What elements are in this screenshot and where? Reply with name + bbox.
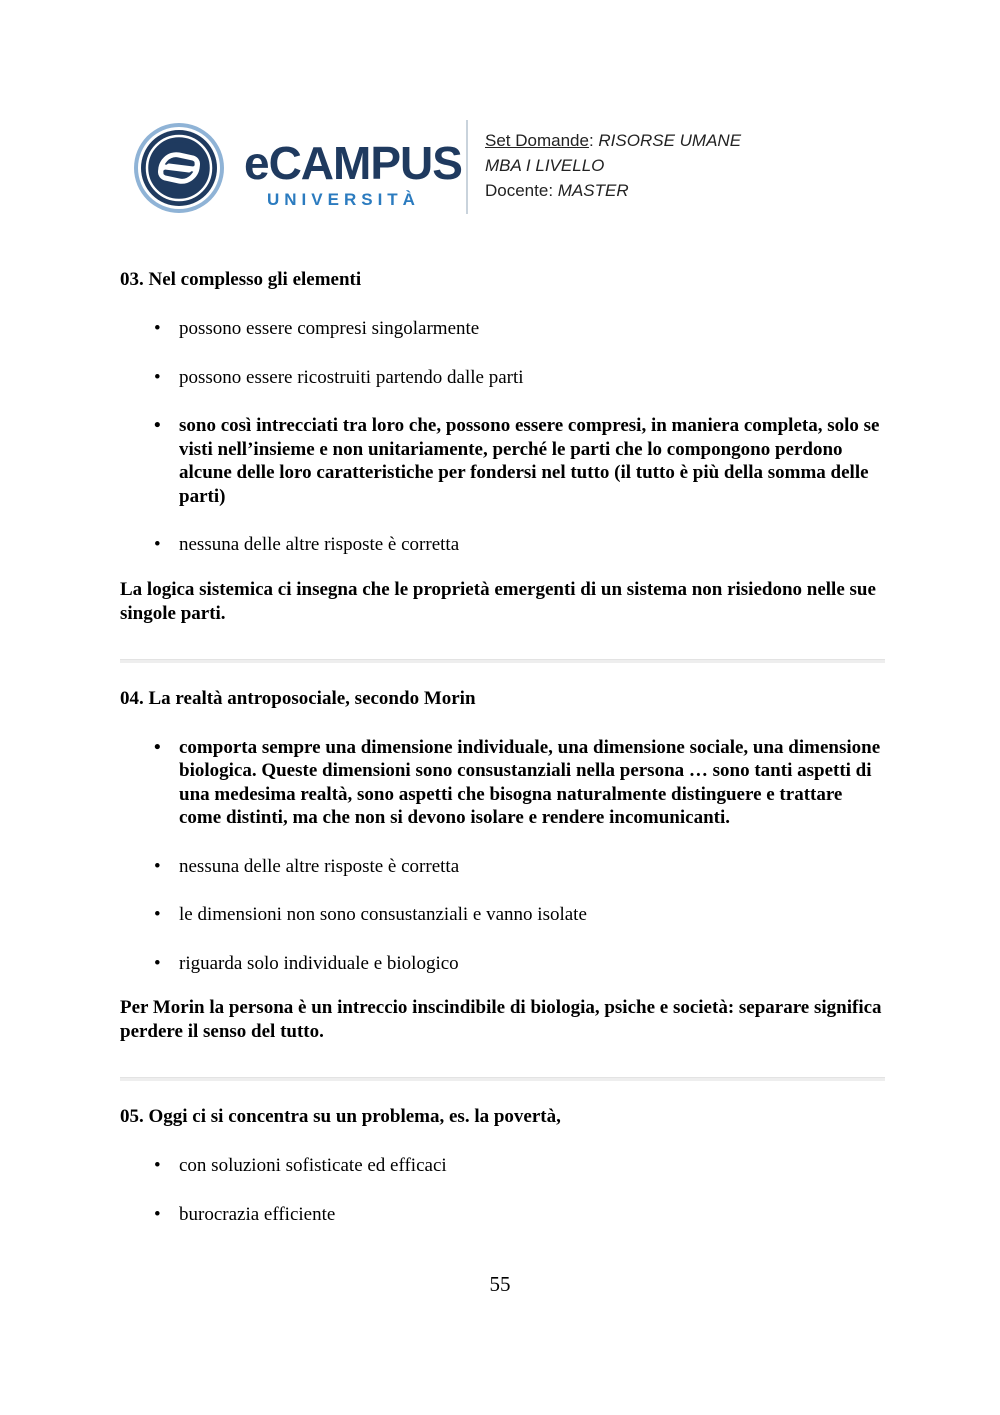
answer-option [120, 317, 885, 341]
teacher-line [485, 178, 741, 203]
brand-subtitle: UNIVERSITÀ [267, 190, 420, 209]
question-title: 04. La realtà antroposociale, secondo Morin [120, 687, 476, 709]
bullet-icon: • [154, 1155, 161, 1176]
answer-option [120, 952, 885, 976]
explanation-text: Per Morin la persona è un intreccio inscindibile di biologia, psiche e società: separare significa perdere il senso del tutto. [120, 997, 882, 1042]
section-separator [120, 1077, 885, 1081]
bullet-icon: • [154, 855, 161, 877]
header-info [485, 128, 741, 203]
ecampus-seal-logo [133, 122, 225, 214]
answer-text: possono essere compresi singolarmente [179, 318, 480, 339]
bullet-icon: • [154, 904, 161, 925]
correct-answer-option [120, 414, 885, 508]
answer-text: riguarda solo individuale e biologico [179, 952, 459, 974]
question-block [120, 268, 885, 626]
teacher-label: Docente: [485, 181, 554, 200]
questions-content [120, 268, 885, 1226]
question-title: 05. Oggi ci si concentra su un problema, es. la povertà, [120, 1106, 561, 1127]
answer-text: con soluzioni sofisticate ed efficaci [179, 1155, 447, 1176]
bullet-icon: • [154, 415, 161, 436]
bullet-icon: • [154, 534, 161, 555]
question-block [120, 1105, 885, 1226]
answer-text: sono così intrecciati tra loro che, possono essere compresi, in maniera completa, solo se visti nell’insieme e non unitariamente, perché le parti che lo compongono perdono alcune delle loro caratteristiche per fondersi nel tutto (il tutto è più della somma delle parti) [179, 415, 880, 507]
bullet-icon: • [154, 1203, 161, 1225]
answer-list [120, 736, 885, 976]
set-line: Set Domande: RISORSE UMANE [485, 131, 742, 150]
page-number: 55 [489, 1272, 511, 1296]
answer-text: le dimensioni non sono consustanziali e vanno isolate [179, 904, 587, 925]
set-value: RISORSE UMANE [598, 131, 742, 150]
bullet-icon: • [154, 366, 161, 388]
answer-text: burocrazia efficiente [179, 1203, 336, 1225]
correct-answer-option [120, 736, 885, 830]
teacher-value: MASTER [557, 181, 629, 200]
answer-text: nessuna delle altre risposte è corretta [179, 855, 460, 877]
bullet-icon: • [154, 952, 161, 974]
question-title: 03. Nel complesso gli elementi [120, 269, 362, 290]
answer-option [120, 1203, 885, 1227]
answer-list [120, 317, 885, 557]
answer-list [120, 1154, 885, 1226]
ecampus-wordmark [244, 137, 462, 210]
bullet-icon: • [154, 318, 161, 339]
brand-name: eCAMPUS [244, 137, 462, 189]
header-divider [466, 120, 468, 214]
bullet-icon: • [154, 736, 161, 758]
explanation-text: La logica sistemica ci insegna che le proprietà emergenti di un sistema non risiedono nelle sue singole parti. [120, 578, 876, 624]
answer-text: nessuna delle altre risposte è corretta [179, 534, 460, 555]
answer-text: possono essere ricostruiti partendo dalle parti [179, 366, 524, 388]
course-line: MBA I LIVELLO [485, 156, 605, 175]
answer-option [120, 1154, 885, 1178]
answer-option [120, 903, 885, 927]
answer-text: comporta sempre una dimensione individuale, una dimensione sociale, una dimensione biologica. Queste dimensioni sono consustanziali nella persona … sono tanti aspetti di una medesima realtà, sono aspetti che bisogna naturalmente distinguere e trattare come distinti, ma che non si devono isolare e rendere incomunicanti. [179, 736, 881, 828]
section-separator [120, 659, 885, 663]
question-block [120, 687, 885, 1045]
answer-option [120, 855, 885, 879]
set-label: Set Domande [485, 131, 589, 150]
answer-option [120, 533, 885, 557]
answer-option [120, 366, 885, 390]
